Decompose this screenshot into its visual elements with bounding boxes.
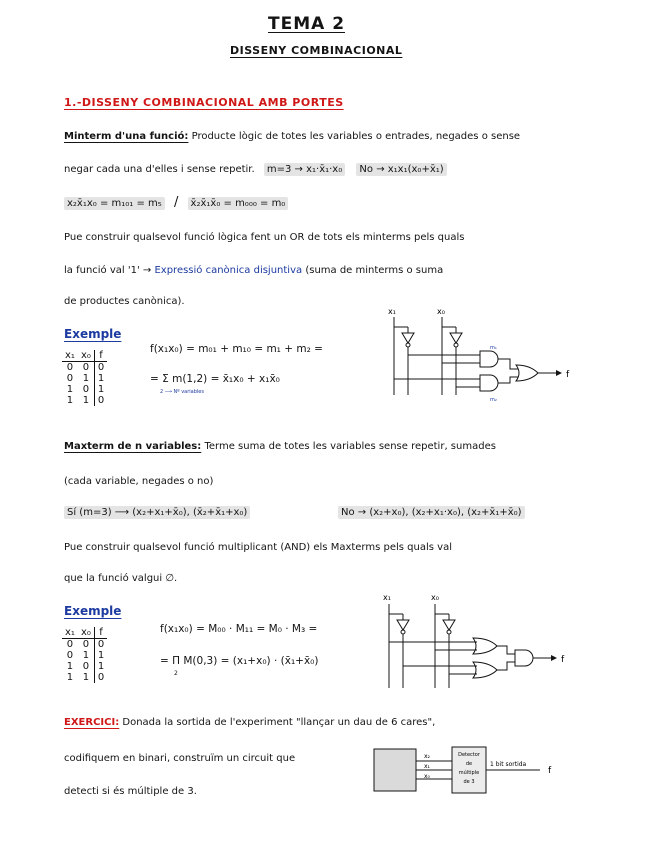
circuit-input-x0: x₀	[437, 307, 445, 316]
page-title: TEMA 2	[268, 14, 346, 34]
para2-a: la funció val '1' →	[64, 265, 152, 276]
exercise-label: EXERCICI:	[64, 717, 120, 728]
minterm-term: Minterm d'una funció:	[64, 131, 189, 142]
or-gate-icon	[473, 638, 497, 654]
example2-label: Exemple	[64, 604, 122, 618]
table-header: x₀	[78, 627, 94, 639]
maxterm-paragraph-line2: que la funció valgui ∅.	[64, 573, 178, 584]
block-input-x2: x₂	[424, 753, 430, 760]
example2-equation2: = Π M(0,3) = (x₁+x₀) · (x̄₁+x̄₀)	[160, 655, 319, 667]
not-gate-icon	[397, 620, 409, 630]
maxterm-example-no: No → (x₂+x₀), (x₂+x₁·x₀), (x₂+x̄₁+x̄₀)	[338, 506, 525, 519]
block-input-x1: x₁	[424, 763, 430, 770]
exercise-line3: detecti si és múltiple de 3.	[64, 786, 197, 797]
example2-truth-table	[62, 627, 107, 683]
minterm-definition-line2	[64, 164, 447, 176]
input-block	[374, 749, 416, 791]
minterm-def1: Producte lògic de totes les variables o entrades, negades o sense	[191, 131, 521, 142]
example1-circuit	[380, 305, 580, 405]
example1-equation1: f(x₁x₀) = m₀₁ + m₁₀ = m₁ + m₂ =	[150, 343, 323, 355]
or-gate-icon	[516, 365, 538, 381]
table-row: 1 0 1	[62, 384, 107, 395]
and-gate-icon	[480, 375, 498, 391]
table-row: 0 0 0	[62, 362, 107, 374]
svg-text:de 3: de 3	[463, 779, 475, 785]
example1-label: Exemple	[64, 327, 122, 341]
circuit-output-f: f	[561, 655, 565, 665]
minterm-example-yes: m=3 → x₁·x̄₁·x₀	[264, 163, 345, 176]
exercise-line2: codifiquem en binari, construïm un circuit que	[64, 753, 296, 764]
not-gate-icon	[402, 333, 414, 343]
circuit-input-x1: x₁	[383, 593, 391, 602]
paragraph-line1: Pue construir qualsevol funció lògica fent un OR de tots els minterms pels quals	[64, 232, 465, 243]
example1-truth-table	[62, 350, 107, 406]
minterm-def2: negar cada una d'elles i sense repetir.	[64, 164, 255, 175]
table-row: 0 1 1	[62, 650, 107, 661]
table-header: x₁	[62, 350, 78, 362]
exercise-text1: Donada la sortida de l'experiment "llançar un dau de 6 cares",	[122, 717, 436, 728]
minterm-examples-line	[64, 197, 288, 210]
slash: /	[173, 195, 179, 210]
table-header: f	[94, 350, 107, 362]
minterm-m5: x₂x̄₁x₀ = m₁₀₁ = m₅	[64, 197, 165, 210]
exercise-line1	[64, 717, 435, 729]
example1-sigma-note: 2 ⟶ Nº variables	[160, 389, 204, 395]
block-input-x0: x₀	[424, 773, 430, 780]
and-gate-icon	[515, 650, 533, 666]
minterm-definition-line1	[64, 131, 520, 143]
maxterm-examples-no-line	[338, 507, 525, 519]
minterm-example-no: No → x₁x₁(x₀+x̄₁)	[356, 163, 446, 176]
gate-label-m2: m₂	[490, 397, 497, 403]
exercise-block-diagram	[372, 745, 572, 795]
and-gate-icon	[480, 351, 498, 367]
table-header: x₀	[78, 350, 94, 362]
or-gate-icon	[473, 662, 497, 678]
example2-circuit	[375, 590, 575, 694]
maxterm-example-yes: Sí (m=3) ⟶ (x₂+x₁+x̄₀), (x̄₂+x̄₁+x₀)	[64, 506, 250, 519]
table-row: 1 1 0	[62, 672, 107, 683]
not-gate-icon	[443, 620, 455, 630]
paragraph-line3: de productes canònica).	[64, 296, 185, 307]
table-row: 1 1 0	[62, 395, 107, 406]
maxterm-paragraph-line1: Pue construir qualsevol funció multiplicant (AND) els Maxterms pels quals val	[64, 542, 452, 553]
paragraph-line2	[64, 265, 443, 277]
maxterm-term: Maxterm de n variables:	[64, 441, 202, 452]
maxterm-examples-line	[64, 507, 250, 519]
canonical-expression-term: Expressió canònica disjuntiva	[154, 265, 303, 276]
output-label: 1 bit sortida	[490, 761, 527, 768]
svg-text:de: de	[465, 761, 473, 767]
table-row: 0 0 0	[62, 639, 107, 651]
minterm-m0: x̄₂x̄₁x̄₀ = m₀₀₀ = m₀	[188, 197, 289, 210]
table-header: x₁	[62, 627, 78, 639]
maxterm-definition-line2: (cada variable, negades o no)	[64, 476, 214, 487]
gate-label-m1: m₁	[490, 345, 497, 351]
section-heading: 1.-DISSENY COMBINACIONAL AMB PORTES	[64, 96, 344, 109]
example1-equation2: = Σ m(1,2) = x̄₁x₀ + x₁x̄₀	[150, 373, 280, 385]
table-row: 0 1 1	[62, 373, 107, 384]
example2-equation1: f(x₁x₀) = M₀₀ · M₁₁ = M₀ · M₃ =	[160, 623, 318, 635]
maxterm-definition-line1	[64, 441, 496, 453]
example2-pi-subscript: 2	[174, 670, 178, 677]
maxterm-def1: Terme suma de totes les variables sense repetir, sumades	[204, 441, 496, 452]
not-gate-icon	[450, 333, 462, 343]
table-row: 1 0 1	[62, 661, 107, 672]
circuit-output-f: f	[566, 370, 570, 380]
circuit-input-x0: x₀	[431, 593, 439, 602]
svg-text:múltiple: múltiple	[458, 770, 480, 776]
circuit-input-x1: x₁	[388, 307, 396, 316]
svg-text:Detector: Detector	[458, 752, 480, 758]
page-subtitle: DISSENY COMBINACIONAL	[230, 44, 403, 57]
para2-b: (suma de minterms o suma	[305, 265, 444, 276]
block-output-f: f	[548, 766, 552, 776]
table-header: f	[94, 627, 107, 639]
